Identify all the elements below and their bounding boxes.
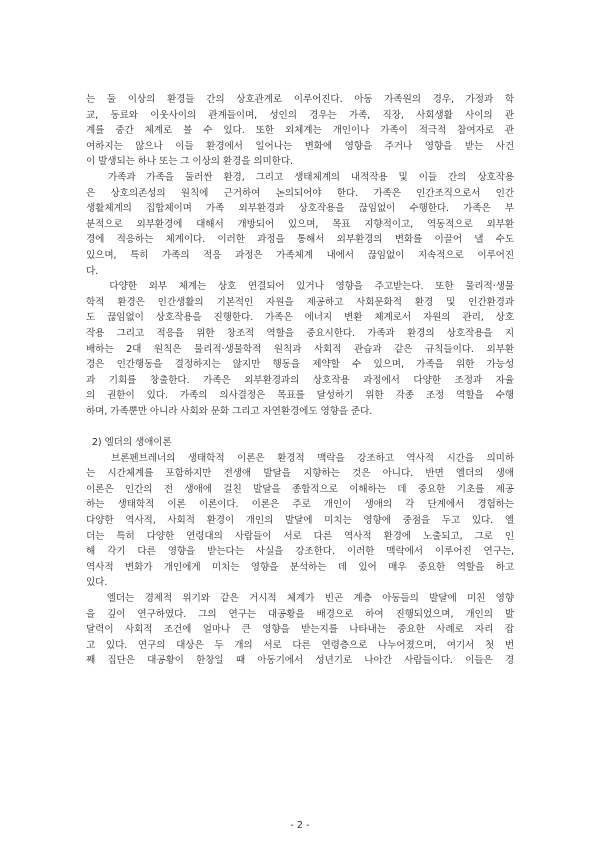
text-line: 다. <box>86 265 99 277</box>
text-line: 있으며, 특히 가족의 적응 과정은 가족체계 내에서 끊임없이 지속적으로 이루어진 <box>86 249 514 261</box>
text-line: 있다. <box>86 577 108 589</box>
text-line: 여하지는 않으나 이들 환경에서 일어나는 변화에 영향을 주거나 영향을 받는 사건 <box>86 140 514 152</box>
text-line: 브론펜브레너의 생태학적 이론은 환경적 맥락을 강조하고 역사적 시간을 의미하 <box>86 452 514 464</box>
text-line: 경에 적응하는 체계이다. 이러한 과정을 통해서 외부환경의 변화를 이끌어 낼 수도 <box>86 234 514 246</box>
text-line: 달력이 사회적 조건에 얼마나 큰 영향을 받는지를 나타내는 중요한 사례로 자리 잡 <box>86 624 514 636</box>
text-line: 교, 동료와 이웃사이의 관계들이며, 성인의 경우는 가족, 직장, 사회생활 사이의 관 <box>86 109 514 121</box>
text-line: 해 각기 다른 영향을 받는다는 사실을 강조한다. 이러한 맥락에서 이루어진 연구는, <box>86 546 514 558</box>
text-line: 을 깊이 연구하였다. 그의 연구는 대공황을 배경으로 하여 진행되었으며, 개인의 발 <box>86 608 514 620</box>
text-line: 가족과 가족을 둘러싼 환경, 그리고 생태체계의 내적작용 및 이들 간의 상호작용 <box>86 171 514 183</box>
text-line: 더는 특히 다양한 연령대의 사람들이 서로 다른 역사적 환경에 노출되고, 그로 인 <box>86 530 514 542</box>
text-line: 과 기회를 창출한다. 가족은 외부환경과의 상호작용 과정에서 다양한 조정과 자율 <box>86 374 514 386</box>
text-line: 의 권한이 있다. 가족의 의사결정은 목표를 달성하기 위한 각종 조정 역할을 수행 <box>86 390 514 402</box>
text-line: 작용 그리고 적응을 위한 창조적 역할을 중요시한다. 가족과 환경의 상호작용을 지 <box>86 327 514 339</box>
text-line: 도 끊임없이 상호작용을 진행한다. 가족은 에너지 변환 체계로서 자원의 관리, 상호 <box>86 312 514 324</box>
text-line: 다양한 역사적, 사회적 환경이 개인의 발달에 미치는 영향에 중점을 두고 있다. 엘 <box>86 515 514 527</box>
page-body <box>86 92 514 669</box>
heading-text: 2) 엘더의 생애이론 <box>86 437 172 449</box>
paragraph-gap <box>86 419 514 435</box>
paragraph <box>86 451 514 591</box>
text-line: 는 둘 이상의 환경들 간의 상호관계로 이루어진다. 아동 가족원의 경우, 가정과 학 <box>86 94 514 105</box>
paragraph <box>86 591 514 669</box>
text-line: 경은 인간행동을 결정하지는 않지만 행동을 제약할 수 있으며, 가족을 위한 가능성 <box>86 359 514 371</box>
text-line: 은 상호의존성의 원칙에 근거하여 논의되어야 한다. 가족은 인간조직으로서 인간 <box>86 187 514 199</box>
text-line: 생활체계의 집합체이며 가족 외부환경과 상호작용을 끊임없이 수행한다. 가족은 부 <box>86 203 514 215</box>
text-line: 역사적 변화가 개인에게 미치는 영향을 분석하는 데 있어 매우 중요한 역할을 하고 <box>86 561 514 573</box>
page-number: - 2 - <box>290 820 310 831</box>
text-line: 학적 환경은 인간생활의 기본적인 자원을 제공하고 사회문화적 환경 및 인간환경과 <box>86 296 514 308</box>
text-line: 이론은 인간의 전 생애에 걸친 발달을 종합적으로 이해하는 데 중요한 기초를 제공 <box>86 483 514 495</box>
text-line: 배하는 2대 원칙은 물리적·생물학적 원칙과 사회적 관습과 같은 규칙들이다. 외부환 <box>86 343 514 355</box>
text-line: 분적으로 외부환경에 대해서 개방되어 있으며, 목표 지향적이고, 역동적으로 외부환 <box>86 218 514 230</box>
text-line: 하는 생태학적 이론 이론이다. 이론은 주로 개인이 생애의 각 단계에서 경험하는 <box>86 499 514 511</box>
paragraph <box>86 170 514 279</box>
text-line: 계를 중간 체계로 볼 수 있다. 또한 외체계는 개인이나 가족이 적극적 참여자로 관 <box>86 125 514 137</box>
text-line: 고 있다. 연구의 대상은 두 개의 서로 다른 연령층으로 나누어졌으며, 여기서 첫 번 <box>86 639 514 651</box>
section-heading <box>86 435 514 451</box>
text-line: 하며, 가족뿐만 아니라 사회와 문화 그리고 자연환경에도 영향을 준다. <box>86 405 373 417</box>
text-line: 는 시간체계를 포함하지만 전생애 발달을 지향하는 것은 아니다. 반면 엘더의 생애 <box>86 468 514 480</box>
paragraph <box>86 92 514 170</box>
text-line: 이 발생되는 하나 또는 그 이상의 환경을 의미한다. <box>86 156 293 168</box>
paragraph <box>86 279 514 419</box>
text-line: 엘더는 경제적 위기와 같은 거시적 체계가 빈곤 계층 아동들의 발달에 미친 영향 <box>86 593 514 604</box>
text-line: 째 집단은 대공황이 한창일 때 아동기에서 성년기로 나아간 사람들이다. 이들은 경 <box>86 655 514 667</box>
text-line: 다양한 외부 체계는 상호 연결되어 있거나 영향을 주고받는다. 또한 물리적·생물 <box>86 281 514 293</box>
